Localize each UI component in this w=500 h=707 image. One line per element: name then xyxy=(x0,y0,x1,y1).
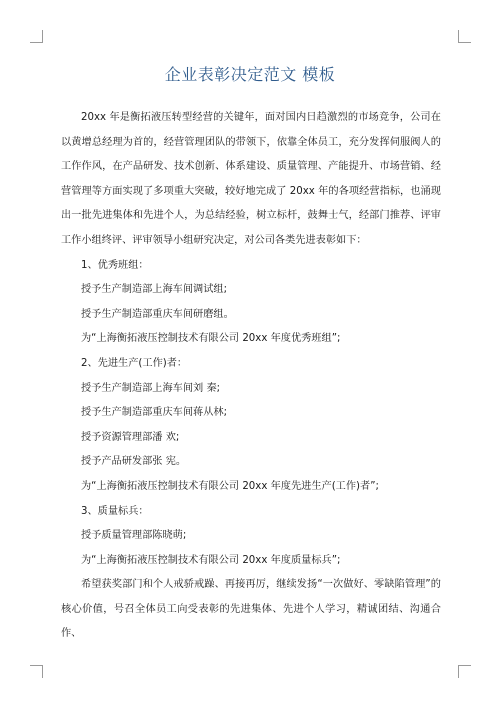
crop-mark-bottom-right xyxy=(458,665,471,678)
section-heading-1: 1、优秀班组： xyxy=(81,259,149,271)
award-line: 授予质量管理部陈晓萌; xyxy=(81,530,187,542)
award-line: 授予产品研发部张 宪。 xyxy=(81,456,187,468)
crop-mark-top-left xyxy=(30,30,43,43)
section-heading-3: 3、质量标兵： xyxy=(81,505,149,517)
award-line: 授予生产制造部上海车间调试组; xyxy=(81,284,228,296)
award-line: 授予生产制造部重庆车间研磨组。 xyxy=(81,308,234,320)
closing-paragraph: 希望获奖部门和个人戒骄戒躁、再接再厉，继续发扬“一次做好、零缺陷管理”的核心价值，号召全体员工向受表彰的先进集体、先进个人学习，精诚团结、沟通合作、 xyxy=(61,579,441,640)
document-title: 企业表彰决定范文 模板 xyxy=(164,65,336,84)
award-title-line: 为“上海衡拓液压控制技术有限公司 20xx 年度先进生产(工作)者”; xyxy=(81,480,379,492)
intro-paragraph: 20xx 年是衡拓液压转型经营的关键年，面对国内日趋激烈的市场竞争，公司在以黄增总经理为首的，经营管理团队的带领下，依靠全体员工，充分发挥伺服阀人的工作作风，在产品研发、技术创新、体系建设、质量管理、产能提升、市场营销、经营管理等方面实现了多项重大突破，较好地完成了 20xx 年的各项经营指标，也涌现出一批先进集体和先进个人，为总结经验，树立标杆，鼓舞士气，经部门推荐、评审工作小组终评、评审领导小组研究决定，对公司各类先进表彰如下： xyxy=(61,112,441,246)
document-body xyxy=(61,106,441,647)
crop-mark-bottom-left xyxy=(30,665,43,678)
crop-mark-top-right xyxy=(458,30,471,43)
award-title-line: 为“上海衡拓液压控制技术有限公司 20xx 年度优秀班组”; xyxy=(81,333,341,345)
award-line: 授予生产制造部上海车间刘 秦; xyxy=(81,382,221,394)
award-line: 授予资源管理部潘 欢; xyxy=(81,431,180,443)
award-line: 授予生产制造部重庆车间蒋从林; xyxy=(81,407,228,419)
section-heading-2: 2、先进生产(工作)者： xyxy=(81,357,188,369)
award-title-line: 为“上海衡拓液压控制技术有限公司 20xx 年度质量标兵”; xyxy=(81,554,341,566)
